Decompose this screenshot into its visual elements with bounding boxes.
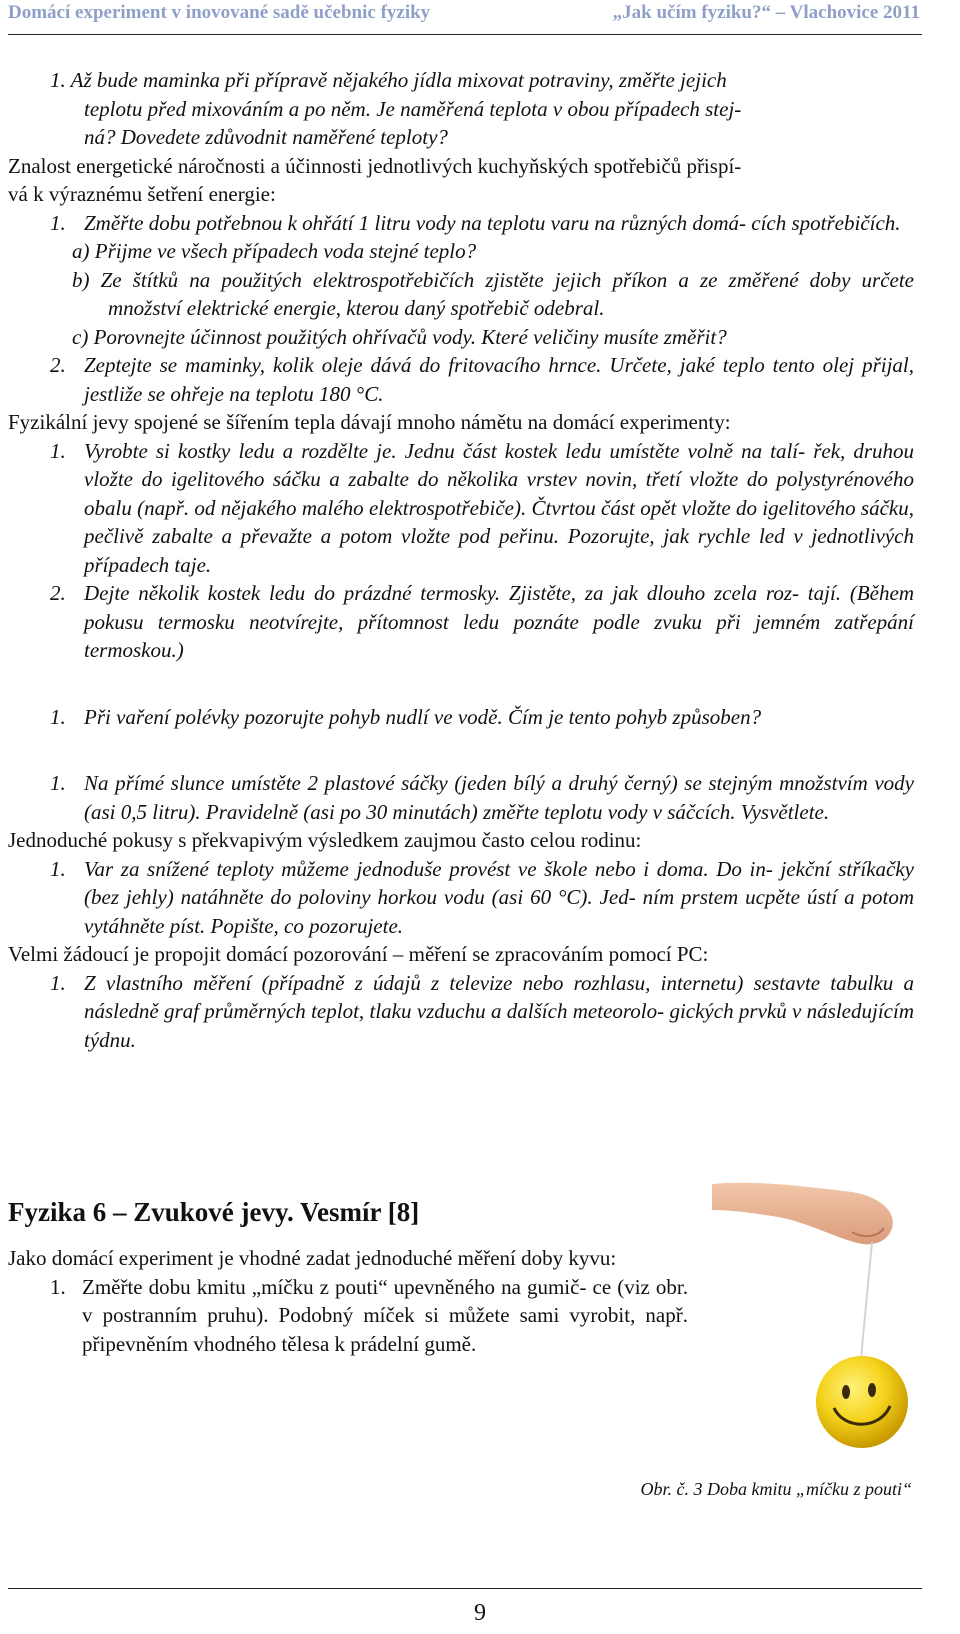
section-intro: Jako domácí experiment je vhodné zadat jednoduché měření doby kyvu: [8, 1246, 617, 1270]
boil-item: 1. Var za snížené teploty můžeme jednoduše provést ve škole nebo i doma. Do in- jekční stříkačky (bez jehly) natáhněte do poloviny horkou vodu (asi 60 °C). Jed- ním prstem ucpěte ústí a potom vytáhněte píst. Popište, co pozorujete. [50, 856, 914, 938]
page-body [8, 66, 914, 1054]
energy-item-1c: c) Porovnejte účinnost použitých ohřívačů vody. Které veličiny musíte změřit? [72, 324, 727, 349]
section-body [8, 1244, 688, 1358]
sun-item: 1. Na přímé slunce umístěte 2 plastové sáčky (jeden bílý a druhý černý) se stejným množstvím vody (asi 0,5 litru). Pravidelně (asi po 30 minutách) změřte teplotu vody v sáčcích. Vysvětlete. [50, 771, 914, 824]
footer-rule [8, 1588, 922, 1589]
energy-item-2: 2. Zeptejte se maminky, kolik oleje dává do fritovacího hrnce. Určete, jaké teplo tento olej přijal, jestliže se ohřeje na teplotu 180 °C. [50, 353, 914, 406]
yoyo-ball-photo [712, 1180, 918, 1450]
question-1: 1. Až bude maminka při přípravě nějakého jídla mixovat potraviny, změřte jejich teplotu před mixováním a po něm. Je naměřená teplota v obou případech stej- ná? Dovedete zdůvodnit naměřené teploty? [50, 68, 742, 149]
smiley-ball [816, 1356, 908, 1448]
soup-item: 1. Při vaření polévky pozorujte pohyb nudlí ve vodě. Čím je tento pohyb způsoben? [50, 704, 762, 729]
hand-shape [712, 1183, 893, 1245]
pc-intro: Velmi žádoucí je propojit domácí pozorování – měření se zpracováním pomocí PC: [8, 942, 709, 966]
heat-item-1: 1. Vyrobte si kostky ledu a rozdělte je. Jednu část kostek ledu umístěte volně na talí- řek, druhou vložte do igelitového sáčku a zabalte do několika vrstev novin, třetí vložte do polystyrénového obalu (např. od nějakého malého elektrospotřebiče). Čtvrtou část opět vložte do igelitového sáčku, pečlivě zabalte a převažte a potom vložte pod peřinu. Pozorujte, jak rychle led v jednotlivých případech taje. [50, 438, 914, 577]
simple-intro: Jednoduché pokusy s překvapivým výsledkem zaujmou často celou rodinu: [8, 828, 642, 852]
energy-intro: Znalost energetické náročnosti a účinnosti jednotlivých kuchyňských spotřebičů přispí- vá k výraznému šetření energie: [8, 153, 742, 206]
page-number: 9 [474, 1600, 486, 1626]
header-rule [8, 34, 922, 35]
figure-caption: Obr. č. 3 Doba kmitu „míčku z pouti“ [640, 1479, 912, 1499]
energy-item-1a: a) Přijme ve všech případech voda stejné teplo? [72, 239, 477, 263]
pc-item: 1. Z vlastního měření (případně z údajů z televize nebo rozhlasu, internetu) sestavte tabulku a následně graf průměrných teplot, tlaku vzduchu a dalších meteorolo- gických prvků v následujícím týdnu. [50, 970, 914, 1052]
section-title: Fyzika 6 – Zvukové jevy. Vesmír [8] [8, 1197, 420, 1227]
running-header [8, 0, 920, 28]
energy-item-1: 1. Změřte dobu potřebnou k ohřátí 1 litru vody na teplotu varu na různých domá- cích spotřebičích. [50, 210, 901, 235]
header-right: „Jak učím fyziku?“ – Vlachovice 2011 [612, 2, 920, 23]
energy-item-1b: b) Ze štítků na použitých elektrospotřebičích zjistěte jejich příkon a ze změřené doby určete množství elektrické energie, kterou daný spotřebič odebral. [72, 267, 914, 320]
section-item-1: 1. Změřte dobu kmitu „míčku z pouti“ upevněného na gumič- ce (viz obr. v postranním pruhu). Podobný míček si můžete sami vyrobit, např. připevněním vhodného tělesa k prádelní gumě. [50, 1274, 688, 1356]
heat-item-2: 2. Dejte několik kostek ledu do prázdné termosky. Zjistěte, za jak dlouho zcela roz- tají. (Během pokusu termosku neotvírejte, přítomnost ledu poznáte podle zvuku při jemném zatřepání termoskou.) [50, 581, 914, 662]
header-left: Domácí experiment v inovované sadě učebnic fyziky [8, 2, 431, 23]
heat-intro: Fyzikální jevy spojené se šířením tepla dávají mnoho námětu na domácí experimenty: [8, 410, 731, 434]
